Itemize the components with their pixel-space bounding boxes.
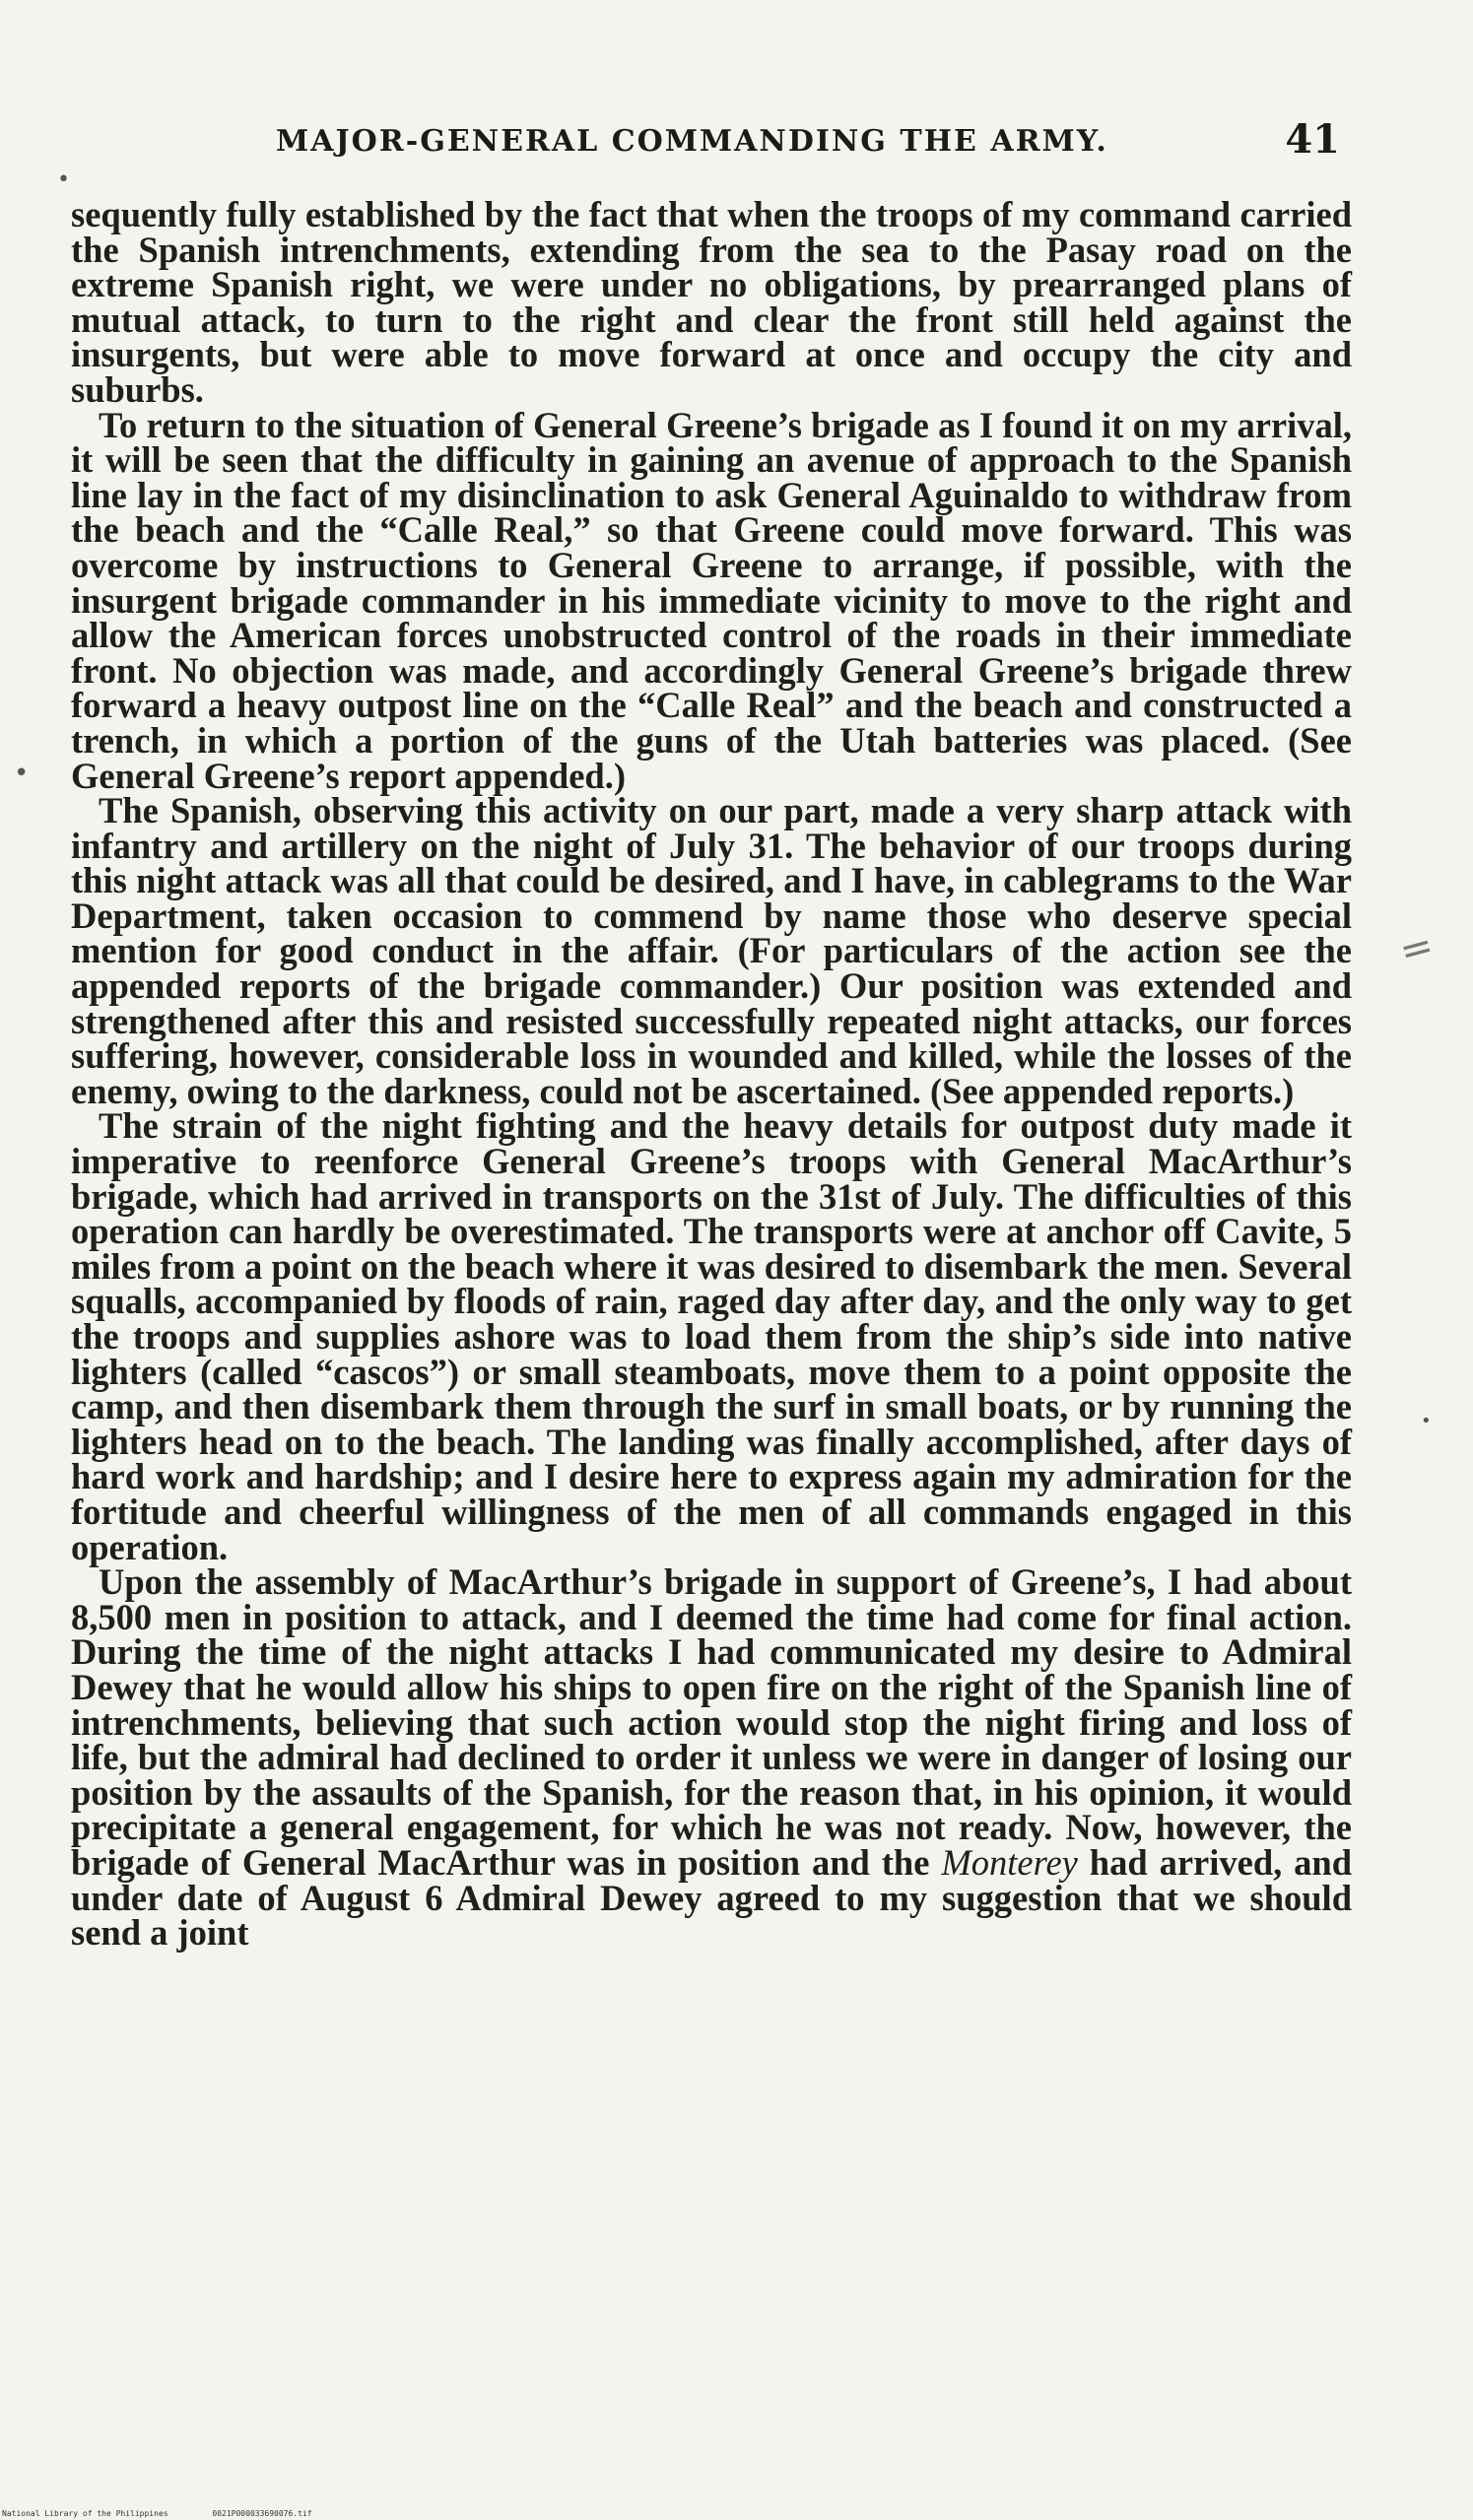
- paragraph-3-text: The Spanish, observing this activity on our part, made a very sharp attack with infantry and artillery on the night of July 31. The behavior of our troops during this night attack was all that could be desired, and I have, in cablegrams to the War Department, taken occasion to commend by name those who deserve special mention for good conduct in the affair. (For particulars of the action see the appended reports of the brigade commander.) Our position was extended and strengthened after this and resisted successfully repeated night attacks, our forces suffering, however, considerable loss in wounded and killed, while the losses of the enemy, owing to the darkness, could not be ascertained. (See appended reports.): [71, 790, 1352, 1111]
- footer-library: National Library of the Philippines: [2, 2509, 168, 2518]
- stray-mark-top-left: •: [57, 167, 70, 192]
- paragraph-4: [71, 1105, 1352, 1567]
- stray-mark-right: •: [1421, 1411, 1432, 1431]
- paragraph-3: [71, 790, 1352, 1111]
- paragraph-1: [71, 194, 1352, 410]
- margin-annotation: =: [1395, 922, 1440, 975]
- page-number: 41: [1285, 116, 1340, 163]
- stray-mark-left: •: [14, 759, 30, 788]
- page-header: [69, 116, 1379, 175]
- ship-name-italic: Monterey: [941, 1841, 1078, 1883]
- scan-footer: [2, 2509, 352, 2518]
- paragraph-1-text: sequently fully established by the fact that when the troops of my command carried the Spanish intrenchments, extending from the sea to the Pasay road on the extreme Spanish right, we were under no obligations, by prearranged plans of mutual attack, to turn to the right and clear the front still held against the insurgents, but were able to move forward at once and occupy the city and suburbs.: [71, 194, 1352, 410]
- paragraph-2: [71, 404, 1352, 796]
- body-text: [71, 194, 1353, 1954]
- paragraph-2-text: To return to the situation of General Greene’s brigade as I found it on my arrival, it will be seen that the difficulty in gaining an avenue of approach to the Spanish line lay in the fact of my disinclination to ask General Aguinaldo to withdraw from the beach and the “Calle Real,” so that Greene could move forward. This was overcome by instructions to General Greene to arrange, if possible, with the insurgent brigade commander in his immediate vicinity to move to the right and allow the American forces unobstructed control of the roads in their immediate front. No objection was made, and accordingly General Greene’s brigade threw forward a heavy outpost line on the “Calle Real” and the beach and constructed a trench, in which a portion of the guns of the Utah batteries was placed. (See General Greene’s report appended.): [71, 404, 1352, 796]
- paragraph-5-tail: had arrived, and under date of August 6 Admiral Dewey agreed to my suggestion that we should send a joint: [71, 1841, 1353, 1954]
- footer-file: 0021P000033690076.tif: [212, 2509, 312, 2518]
- paragraph-4-text: The strain of the night fighting and the heavy details for outpost duty made it imperative to reenforce General Greene’s troops with General MacArthur’s brigade, which had arrived in transports on the 31st of July. The difficulties of this operation can hardly be overestimated. The transports were at anchor off Cavite, 5 miles from a point on the beach where it was desired to disembark the men. Several squalls, accompanied by floods of rain, raged day after day, and the only way to get the troops and supplies ashore was to load them from the ship’s side into native lighters (called “cascos”) or small steamboats, move them to a point opposite the camp, and then disembark them through the surf in small boats, or by running the lighters head on to the beach. The landing was finally accomplished, after days of hard work and hardship; and I desire here to express again my admiration for the fortitude and cheerful willingness of the men of all commands engaged in this operation.: [71, 1105, 1352, 1567]
- paragraph-5: [71, 1561, 1353, 1954]
- running-head: MAJOR-GENERAL COMMANDING THE ARMY.: [276, 124, 1108, 159]
- paragraph-5-text: Upon the assembly of MacArthur’s brigade in support of Greene’s, I had about 8,500 men in position to attack, and I deemed the time had come for final action. During the time of the night attacks I had communicated my desire to Admiral Dewey that he would allow his ships to open fire on the right of the Spanish line of intrenchments, believing that such action would stop the night firing and loss of life, but the admiral had declined to order it unless we were in danger of losing our position by the assaults of the Spanish, for the reason that, in his opinion, it would precipitate a general engagement, for which he was not ready. Now, however, the brigade of General MacArthur was in position and the: [71, 1561, 1352, 1883]
